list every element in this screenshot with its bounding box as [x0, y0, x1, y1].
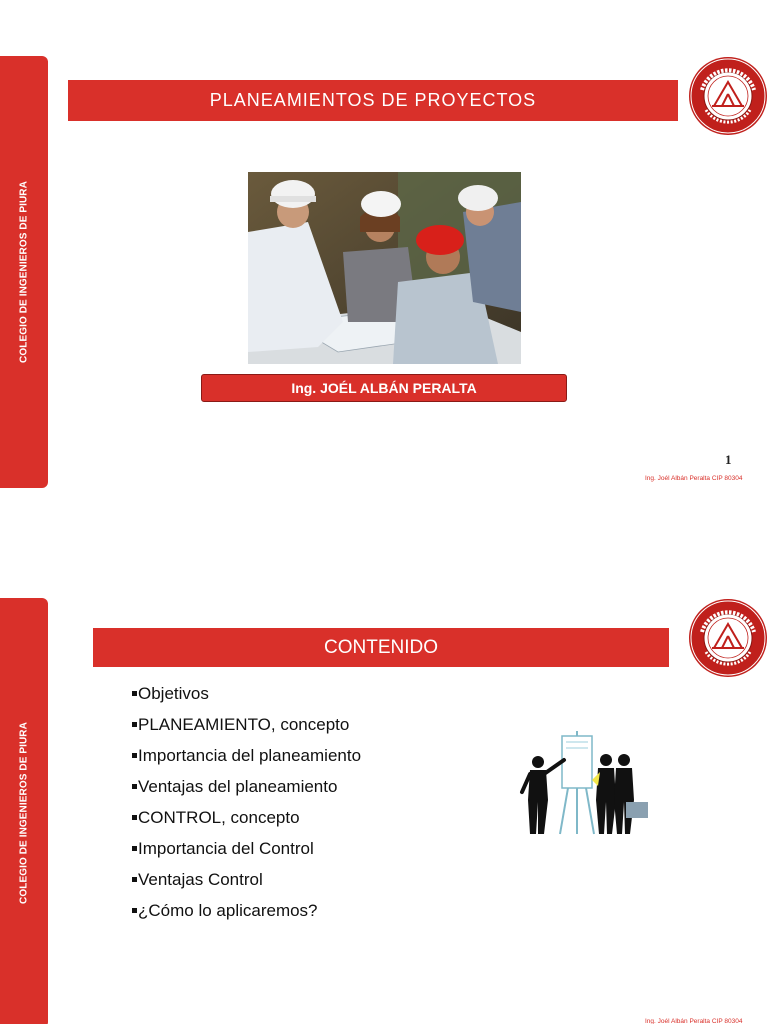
bullet-square-icon — [132, 753, 137, 758]
list-item: Ventajas Control — [132, 870, 361, 901]
college-seal-logo — [688, 56, 768, 136]
presentation-clipart — [518, 730, 652, 840]
sidebar-label: COLEGIO DE INGENIEROS DE PIURA — [18, 722, 30, 904]
bullet-square-icon — [132, 722, 137, 727]
sidebar-label: COLEGIO DE INGENIEROS DE PIURA — [18, 181, 30, 363]
engineers-photo — [248, 172, 521, 364]
bullet-square-icon — [132, 908, 137, 913]
slide-2 — [0, 540, 768, 1024]
list-item: Importancia del planeamiento — [132, 746, 361, 777]
footer-credit: Ing. Joél Albán Peralta CIP 80304 — [645, 1018, 743, 1024]
list-item: Objetivos — [132, 684, 361, 715]
slide-title: CONTENIDO — [93, 628, 669, 667]
college-seal-logo — [688, 598, 768, 678]
list-item: Importancia del Control — [132, 839, 361, 870]
presenter-name: Ing. JOÉL ALBÁN PERALTA — [201, 374, 567, 402]
bullet-square-icon — [132, 815, 137, 820]
sidebar-tab — [0, 598, 48, 1024]
list-item: ¿Cómo lo aplicaremos? — [132, 901, 361, 932]
bullet-square-icon — [132, 877, 137, 882]
list-item: CONTROL, concepto — [132, 808, 361, 839]
list-item: Ventajas del planeamiento — [132, 777, 361, 808]
bullet-square-icon — [132, 691, 137, 696]
bullet-square-icon — [132, 846, 137, 851]
sidebar-tab — [0, 56, 48, 488]
page-number: 1 — [725, 452, 732, 467]
contents-list — [132, 684, 361, 932]
slide-title: PLANEAMIENTOS DE PROYECTOS — [68, 80, 678, 121]
list-item: PLANEAMIENTO, concepto — [132, 715, 361, 746]
footer-credit: Ing. Joél Albán Peralta CIP 80304 — [645, 475, 743, 482]
bullet-square-icon — [132, 784, 137, 789]
